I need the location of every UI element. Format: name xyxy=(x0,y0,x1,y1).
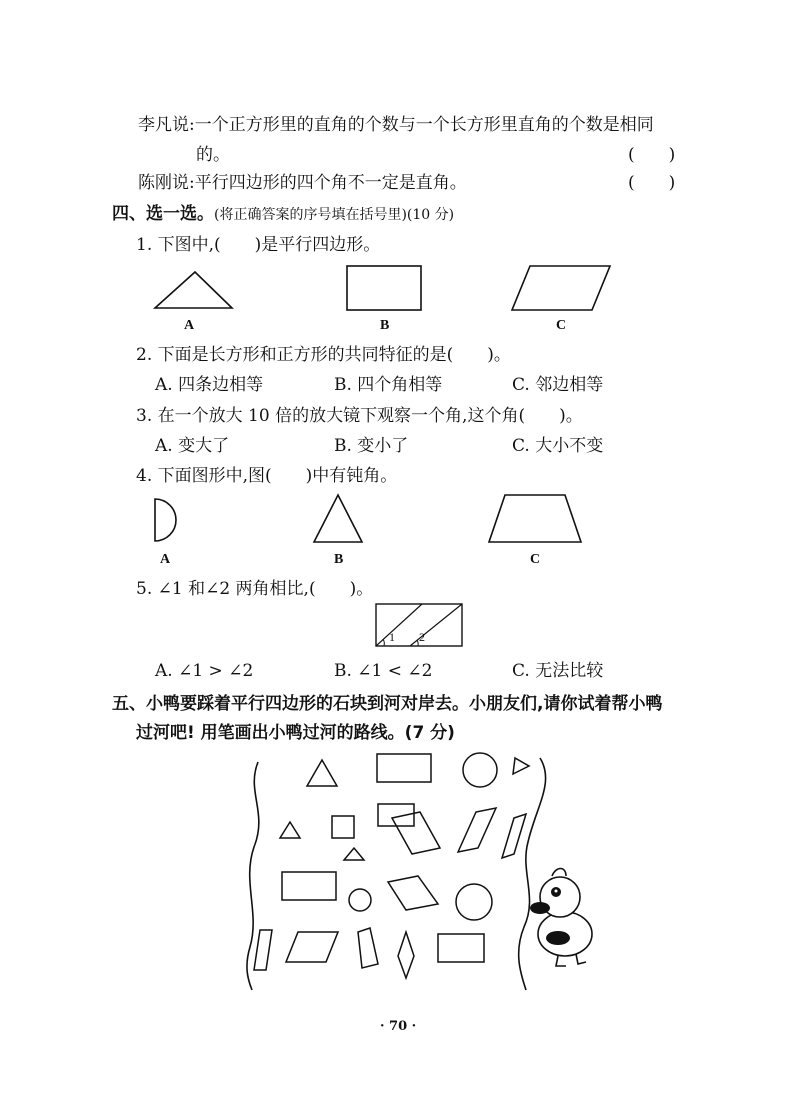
q1-parallelogram-figure xyxy=(510,264,615,314)
statement-lifan: 李凡说:一个正方形里的直角的个数与一个长方形里直角的个数是相同 xyxy=(138,115,654,135)
stone-small-triangle xyxy=(344,848,364,860)
stone-circle xyxy=(456,884,492,920)
q5-angle-2-label: 2 xyxy=(419,630,425,644)
stone-parallelogram xyxy=(388,876,438,910)
stone-rectangle xyxy=(438,934,484,962)
q4-label-b: B xyxy=(334,552,344,567)
answer-blank-lifan[interactable]: ( ) xyxy=(628,145,676,165)
stone-parallelogram xyxy=(358,928,378,968)
section4-instruction: (将正确答案的序号填在括号里)(10 分) xyxy=(214,207,455,223)
section5-line1: 五、小鸭要踩着平行四边形的石块到河对岸去。小朋友们,请你试着帮小鸭 xyxy=(112,694,663,714)
q1-label-c: C xyxy=(556,318,567,333)
section4-heading: 四、选一选。 xyxy=(112,204,214,224)
answer-blank-chengang[interactable]: ( ) xyxy=(628,173,676,193)
section5-line2: 过河吧! 用笔画出小鸭过河的路线。(7 分) xyxy=(136,723,455,743)
q4-label-c: C xyxy=(530,552,541,567)
q5-option-a[interactable]: A. ∠1 > ∠2 xyxy=(155,661,254,681)
stone-square xyxy=(332,816,354,838)
stone-parallelogram xyxy=(458,808,496,852)
stone-small-triangle xyxy=(513,758,529,774)
left-riverbank xyxy=(247,762,259,990)
stone-triangle xyxy=(280,822,300,838)
q4-semicircle-figure xyxy=(152,496,192,546)
q1-rectangle-figure xyxy=(345,264,425,314)
page-number: · 70 · xyxy=(380,1019,417,1034)
right-riverbank xyxy=(519,758,546,990)
q3-option-b[interactable]: B. 变小了 xyxy=(334,436,409,456)
river-crossing-scene xyxy=(240,752,610,992)
q3-option-a[interactable]: A. 变大了 xyxy=(155,436,230,456)
q4-trapezoid-figure xyxy=(487,492,585,546)
q4-triangle-figure xyxy=(312,492,367,546)
statement-chengang: 陈刚说:平行四边形的四个角不一定是直角。 xyxy=(138,173,467,193)
stone-parallelogram xyxy=(502,814,526,858)
stone-parallelogram xyxy=(286,932,338,962)
stone-triangle xyxy=(307,760,337,786)
q1-label-b: B xyxy=(380,318,390,333)
stone-parallelogram xyxy=(254,930,272,970)
q2-option-c[interactable]: C. 邻边相等 xyxy=(512,375,604,395)
q1-triangle-figure xyxy=(150,268,240,310)
q5-option-c[interactable]: C. 无法比较 xyxy=(512,661,604,681)
statement-lifan-cont: 的。 xyxy=(196,145,230,165)
stone-rectangle xyxy=(282,872,336,900)
q5-option-b[interactable]: B. ∠1 < ∠2 xyxy=(334,661,433,681)
question-4: 4. 下面图形中,图( )中有钝角。 xyxy=(136,466,398,486)
question-2: 2. 下面是长方形和正方形的共同特征的是( )。 xyxy=(136,345,511,365)
q3-option-c[interactable]: C. 大小不变 xyxy=(512,436,604,456)
q2-option-b[interactable]: B. 四个角相等 xyxy=(334,375,443,395)
stone-rhombus xyxy=(398,932,414,978)
stone-circle xyxy=(349,889,371,911)
q4-label-a: A xyxy=(160,552,171,567)
question-5: 5. ∠1 和∠2 两角相比,( )。 xyxy=(136,579,374,599)
stone-rectangle xyxy=(377,754,431,782)
q2-option-a[interactable]: A. 四条边相等 xyxy=(155,375,264,395)
q1-label-a: A xyxy=(184,318,195,333)
section4-title xyxy=(112,203,454,226)
question-3: 3. 在一个放大 10 倍的放大镜下观察一个角,这个角( )。 xyxy=(136,406,583,426)
stone-circle xyxy=(463,753,497,787)
q5-angle-1-label: 1 xyxy=(389,630,395,644)
stone-parallelogram xyxy=(392,812,440,854)
duckling-illustration xyxy=(530,869,592,967)
question-1: 1. 下图中,( )是平行四边形。 xyxy=(136,235,381,255)
